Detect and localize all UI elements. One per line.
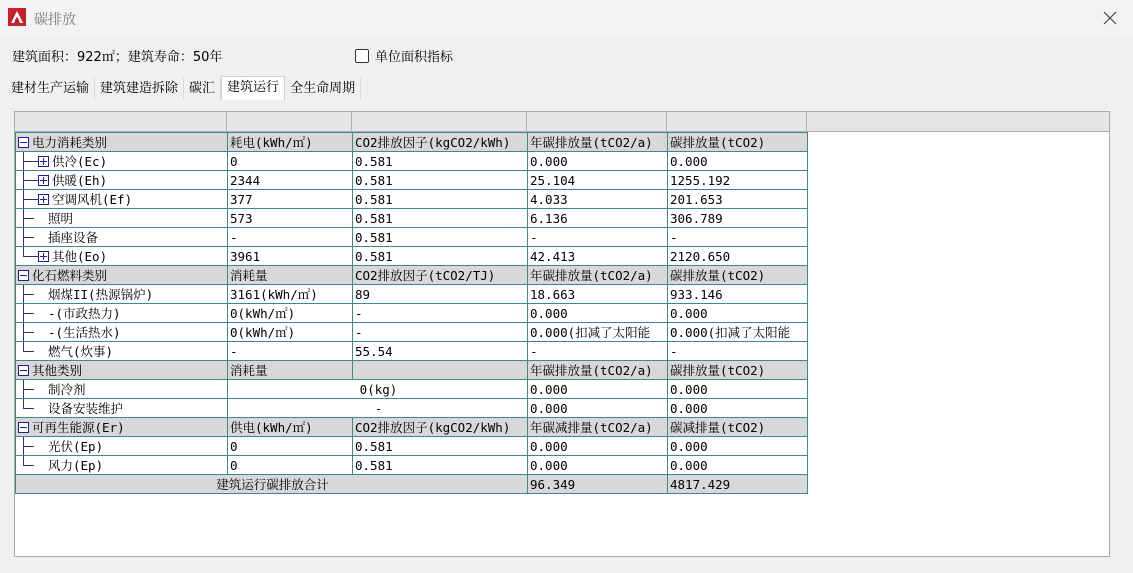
tree-node: [18, 380, 227, 398]
table-row[interactable]: [16, 399, 808, 418]
header-cell: [668, 361, 808, 380]
building-info: 建筑面积：922㎡；建筑寿命：50年: [12, 50, 223, 65]
tree-node: [18, 456, 227, 474]
cell-text: 空调风机(Ef): [52, 192, 133, 207]
close-icon: [1103, 11, 1117, 25]
name-cell: [16, 133, 228, 152]
tree-node: [18, 266, 227, 284]
value-cell: [228, 190, 353, 209]
value-cell: [228, 152, 353, 171]
tab-0[interactable]: 建材生产运输: [6, 78, 95, 100]
tree-line: [18, 456, 48, 474]
table-row[interactable]: [16, 171, 808, 190]
name-cell: [16, 228, 228, 247]
value-cell: [353, 152, 528, 171]
value-cell: [528, 380, 668, 399]
cell-text: 0.000: [530, 438, 568, 454]
cell-text: 消耗量: [230, 363, 268, 378]
cell-text: 55.54: [355, 343, 393, 359]
tree-node: [18, 285, 227, 303]
tree-node: [18, 418, 227, 436]
total-row[interactable]: [16, 475, 808, 494]
cell-text: 0(kg): [359, 381, 398, 397]
cell-text: 377: [230, 191, 253, 207]
cell-text: 电力消耗类别: [32, 135, 108, 150]
cell-text: 0(kWh/㎡): [230, 325, 296, 340]
checkbox-box[interactable]: [355, 49, 369, 63]
value-cell: [228, 285, 353, 304]
cell-text: 0: [230, 438, 238, 454]
merged-value-cell: [228, 399, 528, 418]
value-cell: [528, 247, 668, 266]
value-cell: [528, 209, 668, 228]
header-cell: [228, 418, 353, 437]
tree-node: [18, 171, 227, 189]
value-cell: [668, 190, 808, 209]
tree-line: [18, 247, 38, 265]
tree-node: [18, 133, 227, 151]
expand-icon[interactable]: [38, 194, 49, 205]
cell-text: 制冷剂: [48, 382, 86, 397]
cell-text: 0.000(扣减了太阳能: [670, 325, 791, 340]
tree-line: [18, 437, 48, 455]
cell-text: 供冷(Ec): [52, 154, 108, 169]
name-cell: [16, 361, 228, 380]
cell-text: 96.349: [530, 476, 576, 492]
cell-text: 年碳减排量(tCO2/a): [530, 420, 653, 435]
grid-header: [15, 112, 1109, 132]
value-cell: [353, 342, 528, 361]
name-cell: [16, 380, 228, 399]
collapse-icon[interactable]: [18, 365, 29, 376]
cell-text: 0.000: [530, 400, 568, 416]
tree-line-horizontal: [23, 408, 34, 409]
cell-text: 25.104: [530, 172, 576, 188]
table-row[interactable]: [16, 152, 808, 171]
value-cell: [353, 228, 528, 247]
expand-icon[interactable]: [38, 156, 49, 167]
table-panel: [14, 111, 1110, 557]
tree-line: [18, 171, 38, 189]
cell-text: 6.136: [530, 210, 568, 226]
tree-node: [18, 190, 227, 208]
value-cell: [528, 437, 668, 456]
merged-value-cell: [228, 380, 528, 399]
tree-line-vertical: [23, 342, 24, 352]
value-cell: [668, 380, 808, 399]
cell-text: 插座设备: [48, 230, 99, 245]
cell-text: 18.663: [530, 286, 576, 302]
value-cell: [668, 456, 808, 475]
tree-node: [18, 361, 227, 379]
value-cell: [528, 285, 668, 304]
collapse-icon[interactable]: [18, 137, 29, 148]
value-cell: [528, 456, 668, 475]
name-cell: [16, 323, 228, 342]
value-cell: [228, 228, 353, 247]
cell-text: -: [355, 324, 363, 340]
cell-text: 0: [230, 153, 238, 169]
cell-text: -(市政热力): [48, 306, 121, 321]
expand-icon[interactable]: [38, 251, 49, 262]
value-cell: [668, 323, 808, 342]
cell-text: 化石燃料类别: [32, 268, 108, 283]
value-cell: [668, 342, 808, 361]
cell-text: 1255.192: [670, 172, 731, 188]
tree-node: [18, 247, 227, 265]
cell-text: 烟煤II(热源锅炉): [48, 287, 154, 302]
cell-text: 42.413: [530, 248, 576, 264]
tree-line-horizontal: [23, 199, 38, 200]
name-cell: [16, 209, 228, 228]
name-cell: [16, 266, 228, 285]
collapse-icon[interactable]: [18, 270, 29, 281]
value-cell: [353, 285, 528, 304]
cell-text: 0.000: [670, 457, 708, 473]
cell-text: 0.581: [355, 438, 393, 454]
header-separator: [666, 112, 667, 131]
value-cell: [668, 228, 808, 247]
tree-line: [18, 380, 48, 398]
cell-text: 306.789: [670, 210, 723, 226]
cell-text: -: [230, 343, 238, 359]
cell-text: 201.653: [670, 191, 723, 207]
cell-text: 光伏(Ep): [48, 439, 104, 454]
tree-line: [18, 323, 48, 341]
cell-text: 0.000: [670, 400, 708, 416]
cell-text: CO2排放因子(kgCO2/kWh): [355, 420, 511, 435]
header-cell: [353, 133, 528, 152]
header-cell: [668, 418, 808, 437]
header-cell: [668, 266, 808, 285]
value-cell: [668, 171, 808, 190]
cell-text: CO2排放因子(kgCO2/kWh): [355, 135, 511, 150]
value-cell: [528, 304, 668, 323]
value-cell: [668, 285, 808, 304]
cell-text: 碳排放量(tCO2): [670, 268, 766, 283]
cell-text: 4.033: [530, 191, 568, 207]
table-row[interactable]: [16, 323, 808, 342]
tab-bar: [6, 78, 361, 100]
cell-text: 0.000: [530, 305, 568, 321]
table-row[interactable]: [16, 228, 808, 247]
cell-text: 573: [230, 210, 253, 226]
cell-text: -: [670, 343, 678, 359]
header-separator: [226, 112, 227, 131]
cell-text: 其他(Eo): [52, 249, 108, 264]
value-cell: [228, 304, 353, 323]
header-cell: [528, 133, 668, 152]
cell-text: -(生活热水): [48, 325, 121, 340]
tree-line-horizontal: [23, 313, 34, 314]
app-logo-icon: [8, 8, 26, 26]
tree-line-vertical: [23, 399, 24, 409]
value-cell: [353, 209, 528, 228]
table-row[interactable]: [16, 285, 808, 304]
name-cell: [16, 190, 228, 209]
tab-3[interactable]: 建筑运行: [221, 76, 285, 100]
cell-text: 2344: [230, 172, 261, 188]
value-cell: [353, 190, 528, 209]
tree-line-vertical: [23, 247, 24, 257]
total-label-cell: [16, 475, 528, 494]
value-cell: [668, 247, 808, 266]
cell-text: 0.000: [670, 153, 708, 169]
cell-text: 0(kWh/㎡): [230, 306, 296, 321]
cell-text: -: [230, 229, 238, 245]
tree-line-horizontal: [23, 294, 34, 295]
per-area-checkbox[interactable]: [355, 46, 453, 65]
table-row[interactable]: [16, 247, 808, 266]
value-cell: [353, 456, 528, 475]
value-cell: [528, 152, 668, 171]
header-cell: [353, 266, 528, 285]
table-row[interactable]: [16, 456, 808, 475]
name-cell: [16, 418, 228, 437]
cell-text: CO2排放因子(tCO2/TJ): [355, 268, 496, 283]
table-row[interactable]: [16, 342, 808, 361]
tree-line-vertical: [23, 456, 24, 466]
total-value-cell: [528, 475, 668, 494]
header-cell: [353, 418, 528, 437]
collapse-icon[interactable]: [18, 422, 29, 433]
cell-text: 照明: [48, 211, 74, 226]
cell-text: -: [530, 343, 538, 359]
value-cell: [353, 247, 528, 266]
name-cell: [16, 437, 228, 456]
tree-line: [18, 304, 48, 322]
value-cell: [528, 399, 668, 418]
value-cell: [528, 342, 668, 361]
cell-text: 燃气(炊事): [48, 344, 114, 359]
header-separator: [526, 112, 527, 131]
cell-text: 3161(kWh/㎡): [230, 287, 318, 302]
tree-line: [18, 342, 48, 360]
tree-node: [18, 437, 227, 455]
tree-line: [18, 285, 48, 303]
cell-text: 3961: [230, 248, 261, 264]
tree-line: [18, 152, 38, 170]
value-cell: [668, 399, 808, 418]
cell-text: 风力(Ep): [48, 458, 104, 473]
tab-4[interactable]: 全生命周期: [285, 78, 361, 100]
tree-line-horizontal: [23, 161, 38, 162]
cell-text: 0.000: [670, 438, 708, 454]
cell-text: 碳排放量(tCO2): [670, 135, 766, 150]
cell-text: -: [670, 229, 678, 245]
tree-line-horizontal: [23, 465, 34, 466]
header-separator: [806, 112, 807, 131]
header-cell: [228, 133, 353, 152]
cell-text: 0.581: [355, 457, 393, 473]
tab-1[interactable]: 建筑建造拆除: [95, 78, 184, 100]
cell-text: -: [374, 400, 383, 416]
emission-table: [15, 132, 808, 494]
value-cell: [668, 152, 808, 171]
header-separator: [351, 112, 352, 131]
header-cell: [528, 266, 668, 285]
cell-text: 0.581: [355, 210, 393, 226]
table-row[interactable]: [16, 380, 808, 399]
table-row[interactable]: [16, 209, 808, 228]
group-row[interactable]: [16, 418, 808, 437]
group-row[interactable]: [16, 361, 808, 380]
cell-text: 0.000: [530, 153, 568, 169]
cell-text: 可再生能源(Er): [32, 420, 125, 435]
header-cell: [228, 361, 353, 380]
checkbox-label: 单位面积指标: [375, 50, 454, 65]
header-cell: [228, 266, 353, 285]
value-cell: [228, 437, 353, 456]
name-cell: [16, 342, 228, 361]
value-cell: [228, 342, 353, 361]
value-cell: [528, 228, 668, 247]
header-cell: [528, 361, 668, 380]
value-cell: [228, 171, 353, 190]
tab-2[interactable]: 碳汇: [184, 78, 221, 100]
cell-text: 碳排放量(tCO2): [670, 363, 766, 378]
cell-text: 89: [355, 286, 371, 302]
value-cell: [353, 171, 528, 190]
tree-line: [18, 399, 48, 417]
tree-line-horizontal: [23, 180, 38, 181]
window-title: 碳排放: [34, 12, 76, 28]
cell-text: 0.581: [355, 229, 393, 245]
cell-text: 供电(kWh/㎡): [230, 420, 313, 435]
cell-text: 0.000: [530, 381, 568, 397]
value-cell: [228, 209, 353, 228]
tree-line-horizontal: [23, 218, 34, 219]
value-cell: [228, 247, 353, 266]
header-cell: [353, 361, 528, 380]
name-cell: [16, 456, 228, 475]
value-cell: [228, 323, 353, 342]
header-cell: [528, 418, 668, 437]
cell-text: 4817.429: [670, 476, 731, 492]
cell-text: 消耗量: [230, 268, 268, 283]
group-row[interactable]: [16, 266, 808, 285]
value-cell: [528, 323, 668, 342]
cell-text: 年碳排放量(tCO2/a): [530, 363, 653, 378]
tree-node: [18, 399, 227, 417]
value-cell: [228, 456, 353, 475]
cell-text: 0.000(扣减了太阳能: [530, 325, 651, 340]
table-row[interactable]: [16, 190, 808, 209]
tree-line-horizontal: [23, 256, 38, 257]
value-cell: [353, 323, 528, 342]
name-cell: [16, 247, 228, 266]
tree-node: [18, 304, 227, 322]
table-row[interactable]: [16, 304, 808, 323]
tree-line-horizontal: [23, 389, 34, 390]
value-cell: [668, 209, 808, 228]
cell-text: -: [355, 305, 363, 321]
cell-text: 0.581: [355, 248, 393, 264]
tree-line: [18, 209, 48, 227]
total-value-cell: [668, 475, 808, 494]
value-cell: [353, 437, 528, 456]
cell-text: 0.000: [530, 457, 568, 473]
cell-text: 年碳排放量(tCO2/a): [530, 135, 653, 150]
cell-text: 0.581: [355, 172, 393, 188]
value-cell: [353, 304, 528, 323]
name-cell: [16, 304, 228, 323]
cell-text: 2120.650: [670, 248, 731, 264]
title-bar: [0, 0, 1133, 36]
name-cell: [16, 171, 228, 190]
tree-node: [18, 228, 227, 246]
tree-line: [18, 228, 48, 246]
cell-text: 933.146: [670, 286, 723, 302]
value-cell: [528, 190, 668, 209]
tree-node: [18, 323, 227, 341]
header-cell: [668, 133, 808, 152]
name-cell: [16, 285, 228, 304]
tree-line: [18, 190, 38, 208]
cell-text: 其他类别: [32, 363, 83, 378]
cell-text: 年碳排放量(tCO2/a): [530, 268, 653, 283]
tree-line-horizontal: [23, 332, 34, 333]
tree-line-horizontal: [23, 237, 34, 238]
cell-text: 碳减排量(tCO2): [670, 420, 766, 435]
close-button[interactable]: [1095, 4, 1125, 32]
tree-node: [18, 209, 227, 227]
group-row[interactable]: [16, 133, 808, 152]
expand-icon[interactable]: [38, 175, 49, 186]
cell-text: 0: [230, 457, 238, 473]
cell-text: 建筑运行碳排放合计: [216, 477, 329, 492]
cell-text: 耗电(kWh/㎡): [230, 135, 313, 150]
cell-text: -: [530, 229, 538, 245]
name-cell: [16, 399, 228, 418]
cell-text: 设备安装维护: [48, 401, 124, 416]
cell-text: 0.581: [355, 191, 393, 207]
cell-text: 0.581: [355, 153, 393, 169]
tree-node: [18, 152, 227, 170]
table-row[interactable]: [16, 437, 808, 456]
name-cell: [16, 152, 228, 171]
cell-text: 0.000: [670, 305, 708, 321]
cell-text: 供暖(Eh): [52, 173, 108, 188]
tree-line-horizontal: [23, 446, 34, 447]
tree-line-horizontal: [23, 351, 34, 352]
value-cell: [668, 437, 808, 456]
value-cell: [668, 304, 808, 323]
value-cell: [528, 171, 668, 190]
cell-text: 0.000: [670, 381, 708, 397]
tree-node: [18, 342, 227, 360]
